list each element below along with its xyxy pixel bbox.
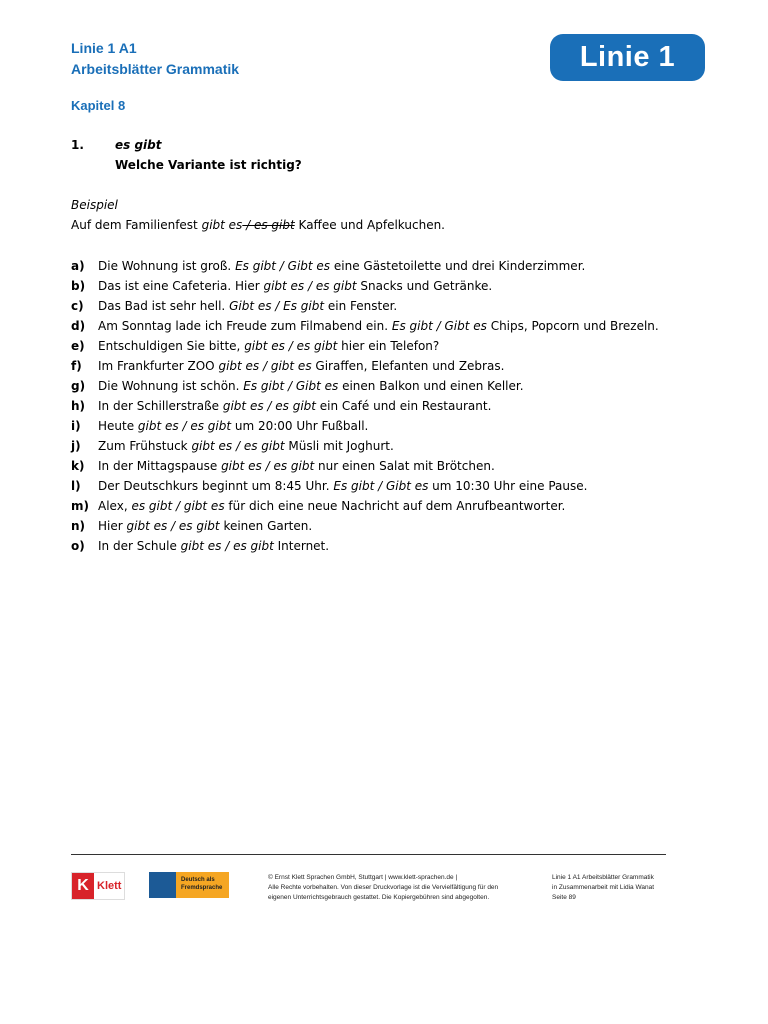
copyright-notice <box>268 873 538 903</box>
item-text: Hier gibt es / es gibt keinen Garten. <box>98 519 313 533</box>
item-label: m) <box>71 499 89 513</box>
daf-line1: Deutsch als <box>181 877 215 883</box>
item-label: k) <box>71 459 85 473</box>
copyright-line: © Ernst Klett Sprachen GmbH, Stuttgart | www.klett-sprachen.de | <box>268 874 458 881</box>
linie1-logo: Linie 1 <box>550 34 705 81</box>
item-choice: es gibt / gibt es <box>131 499 225 513</box>
daf-logo-text <box>176 872 229 898</box>
item-text: Der Deutschkurs beginnt um 8:45 Uhr. Es gibt / Gibt es um 10:30 Uhr eine Pause. <box>98 479 588 493</box>
klett-logo-text: Klett <box>97 880 122 892</box>
page-info <box>552 873 682 903</box>
item-choice: gibt es / es gibt <box>244 339 338 353</box>
document-series-title: Linie 1 A1 <box>71 40 137 56</box>
example-crossed: / es gibt <box>242 218 295 232</box>
item-choice: gibt es / es gibt <box>191 439 285 453</box>
item-choice: gibt es / es gibt <box>137 419 232 433</box>
daf-logo <box>149 872 229 898</box>
exercise-item <box>71 258 659 278</box>
example-correct: gibt es <box>201 218 243 232</box>
exercise-item <box>71 358 659 378</box>
item-label: a) <box>71 259 85 273</box>
page-number: Seite 89 <box>552 894 576 901</box>
exercise-item <box>71 398 659 418</box>
item-text: Im Frankfurter ZOO gibt es / gibt es Giraffen, Elefanten und Zebras. <box>98 359 505 373</box>
item-label: b) <box>71 279 86 293</box>
item-text: In der Mittagspause gibt es / es gibt nur einen Salat mit Brötchen. <box>98 459 495 473</box>
item-text: Das Bad ist sehr hell. Gibt es / Es gibt ein Fenster. <box>98 299 398 313</box>
item-text: Heute gibt es / es gibt um 20:00 Uhr Fußball. <box>98 419 369 433</box>
item-label: o) <box>71 539 85 553</box>
item-label: g) <box>71 379 86 393</box>
item-choice: Es gibt / Gibt es <box>235 259 331 273</box>
item-choice: gibt es / es gibt <box>222 399 316 413</box>
daf-line2: Fremdsprache <box>181 885 223 891</box>
exercise-instruction: Welche Variante ist richtig? <box>115 158 302 172</box>
exercise-item <box>71 278 659 298</box>
item-label: f) <box>71 359 82 373</box>
exercise-number: 1. <box>71 138 84 152</box>
item-label: e) <box>71 339 85 353</box>
item-choice: gibt es / es gibt <box>126 519 220 533</box>
exercise-item <box>71 478 659 498</box>
page-info-line: in Zusammenarbeit mit Lidia Wanat <box>552 884 654 891</box>
item-label: c) <box>71 299 84 313</box>
item-choice: gibt es / es gibt <box>180 539 274 553</box>
item-label: n) <box>71 519 86 533</box>
item-label: i) <box>71 419 81 433</box>
exercise-item <box>71 458 659 478</box>
page-info-line: Linie 1 A1 Arbeitsblätter Grammatik <box>552 874 654 881</box>
item-choice: Es gibt / Gibt es <box>243 379 339 393</box>
exercise-title: es gibt <box>115 138 162 152</box>
copyright-line: eigenen Unterrichtsgebrauch gestattet. Die Kopiergebühren sind abgegolten. <box>268 894 490 901</box>
item-choice: gibt es / es gibt <box>263 279 357 293</box>
exercise-item <box>71 298 659 318</box>
item-text: Entschuldigen Sie bitte, gibt es / es gibt hier ein Telefon? <box>98 339 440 353</box>
item-label: h) <box>71 399 86 413</box>
example-before: Auf dem Familienfest <box>71 218 202 232</box>
chapter-heading: Kapitel 8 <box>71 98 126 113</box>
item-text: In der Schule gibt es / es gibt Internet. <box>98 539 330 553</box>
exercise-item <box>71 498 659 518</box>
exercise-item <box>71 418 659 438</box>
exercise-item <box>71 518 659 538</box>
item-text: Die Wohnung ist groß. Es gibt / Gibt es eine Gästetoilette und drei Kinderzimmer. <box>98 259 586 273</box>
item-choice: gibt es / es gibt <box>221 459 315 473</box>
item-choice: gibt es / gibt es <box>218 359 312 373</box>
item-label: l) <box>71 479 81 493</box>
item-text: Alex, es gibt / gibt es für dich eine neue Nachricht auf dem Anrufbeantworter. <box>98 499 566 513</box>
exercise-items <box>71 258 659 558</box>
item-choice: Es gibt / Gibt es <box>391 319 487 333</box>
document-subtitle: Arbeitsblätter Grammatik <box>71 61 240 77</box>
klett-logo <box>71 872 125 900</box>
item-choice: Es gibt / Gibt es <box>333 479 429 493</box>
exercise-item <box>71 538 659 558</box>
exercise-item <box>71 338 659 358</box>
item-label: d) <box>71 319 86 333</box>
item-text: Die Wohnung ist schön. Es gibt / Gibt es einen Balkon und einen Keller. <box>98 379 524 393</box>
example-label: Beispiel <box>71 198 118 212</box>
exercise-item <box>71 318 659 338</box>
example-after: Kaffee und Apfelkuchen. <box>294 218 445 232</box>
copyright-line: Alle Rechte vorbehalten. Von dieser Druckvorlage ist die Vervielfältigung für den <box>268 884 499 891</box>
item-label: j) <box>71 439 81 453</box>
item-text: Das ist eine Cafeteria. Hier gibt es / es gibt Snacks und Getränke. <box>98 279 493 293</box>
daf-logo-mark <box>149 872 176 898</box>
item-text: Zum Frühstuck gibt es / es gibt Müsli mit Joghurt. <box>98 439 394 453</box>
footer-divider <box>71 854 666 855</box>
klett-k-icon: K <box>72 873 94 899</box>
item-choice: Gibt es / Es gibt <box>229 299 325 313</box>
exercise-item <box>71 438 659 458</box>
example-sentence <box>71 218 445 232</box>
item-text: Am Sonntag lade ich Freude zum Filmabend ein. Es gibt / Gibt es Chips, Popcorn und Brezeln. <box>98 319 659 333</box>
item-text: In der Schillerstraße gibt es / es gibt ein Café und ein Restaurant. <box>98 399 492 413</box>
exercise-item <box>71 378 659 398</box>
